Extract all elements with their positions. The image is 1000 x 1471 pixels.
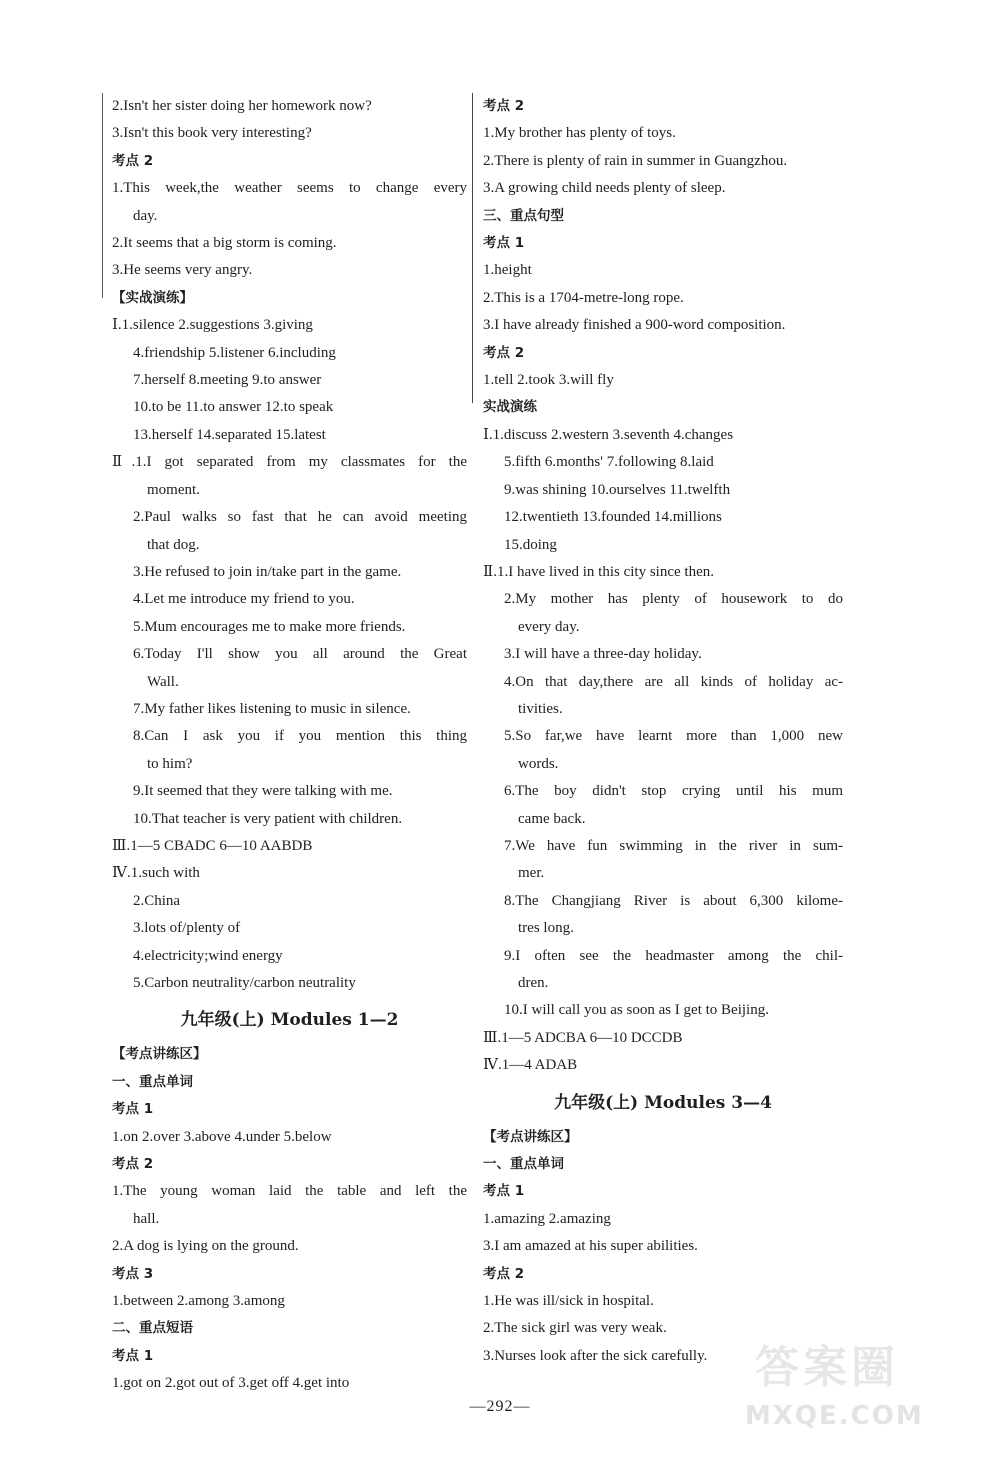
answer-line: 1.got on 2.got out of 3.get off 4.get into	[112, 1375, 350, 1392]
answer-line: 1.height	[483, 262, 532, 279]
answer-line: 10.to be 11.to answer 12.to speak	[133, 399, 334, 416]
answer-line: Ⅰ.1.silence 2.suggestions 3.giving	[112, 317, 313, 334]
answer-line: 1.The young woman laid the table and left the	[112, 1183, 467, 1200]
answer-line: 9.was shining 10.ourselves 11.twelfth	[504, 481, 731, 498]
answer-line: that dog.	[147, 536, 200, 553]
answer-line: 5.fifth 6.months' 7.following 8.laid	[504, 454, 714, 471]
answer-line: 2.There is plenty of rain in summer in Guangzhou.	[483, 152, 788, 169]
answer-line: 3.He seems very angry.	[112, 262, 253, 279]
answer-line: moment.	[147, 481, 200, 498]
answer-line: 2.China	[133, 892, 181, 909]
answer-line: 5.Mum encourages me to make more friends.	[133, 618, 406, 635]
answer-line: tivities.	[518, 700, 563, 717]
section-heading: 考点 2	[112, 152, 154, 169]
section-heading: 考点 1	[483, 235, 525, 252]
answer-line: 3.I have already finished a 900-word composition.	[483, 317, 786, 334]
section-title: 九年级(上) Modules 3—4	[554, 1092, 772, 1113]
answer-line: 9.It seemed that they were talking with me.	[133, 783, 393, 800]
answer-line: 8.Can I ask you if you mention this thing	[133, 728, 467, 745]
answer-line: Ⅱ.1.I got separated from my classmates for the	[112, 454, 467, 471]
section-heading: 考点 1	[112, 1347, 154, 1364]
section-heading: 考点 1	[483, 1183, 525, 1200]
answer-line: Ⅳ.1.such with	[112, 865, 200, 882]
page-number: —292—	[469, 1398, 531, 1415]
answer-line: every day.	[518, 618, 580, 635]
left-margin-rule	[102, 93, 103, 298]
answer-line: 1.My brother has plenty of toys.	[483, 125, 676, 142]
answer-line: 3.I am amazed at his super abilities.	[483, 1238, 698, 1255]
answer-line: 2.A dog is lying on the ground.	[112, 1238, 299, 1255]
answer-line: 15.doing	[504, 536, 557, 553]
section-heading: 考点 1	[112, 1101, 154, 1118]
answer-line: 5.Carbon neutrality/carbon neutrality	[133, 975, 356, 991]
section-heading: 一、重点单词	[483, 1156, 564, 1173]
section-title: 九年级(上) Modules 1—2	[180, 1010, 399, 1031]
answer-line: 2.My mother has plenty of housework to do	[504, 591, 843, 608]
left-column	[112, 93, 467, 1398]
answer-line: 1.tell 2.took 3.will fly	[483, 372, 614, 389]
section-heading: 考点 3	[112, 1265, 154, 1282]
answer-line: 2.It seems that a big storm is coming.	[112, 235, 337, 252]
answer-line: tres long.	[518, 920, 574, 937]
watermark-top-text: 答案圈	[755, 1342, 899, 1393]
section-heading: 【考点讲练区】	[112, 1046, 207, 1063]
answer-line: 3.A growing child needs plenty of sleep.	[483, 180, 726, 197]
answer-line: 3.I will have a three-day holiday.	[504, 646, 702, 663]
answer-line: 9.I often see the headmaster among the chil-	[504, 947, 843, 964]
answer-line: 6.Today I'll show you all around the Great	[133, 646, 467, 663]
answer-line: 2.Paul walks so fast that he can avoid meeting	[133, 509, 467, 526]
answer-line: 10.I will call you as soon as I get to Beijing.	[504, 1002, 769, 1019]
section-heading: 考点 2	[112, 1156, 154, 1173]
answer-line: hall.	[133, 1210, 160, 1227]
answer-line: Ⅰ.1.discuss 2.western 3.seventh 4.changes	[483, 426, 734, 443]
answer-line: 3.Isn't this book very interesting?	[112, 125, 312, 142]
section-heading: 三、重点句型	[483, 207, 564, 224]
answer-line: 13.herself 14.separated 15.latest	[133, 426, 326, 443]
answer-line: 2.The sick girl was very weak.	[483, 1320, 667, 1337]
answer-line: Ⅲ.1—5 ADCBA 6—10 DCCDB	[483, 1029, 683, 1046]
answer-line: came back.	[518, 810, 586, 827]
answer-line: 4.On that day,there are all kinds of holiday ac-	[504, 673, 843, 690]
answer-line: mer.	[518, 865, 545, 882]
answer-line: 1.This week,the weather seems to change every	[112, 180, 467, 197]
section-heading: 考点 2	[483, 344, 525, 361]
column-divider	[472, 93, 473, 403]
answer-line: 8.The Changjiang River is about 6,300 kilome-	[504, 892, 843, 909]
answer-line: Wall.	[147, 673, 179, 690]
section-heading: 【实战演练】	[112, 289, 193, 306]
answer-line: 3.lots of/plenty of	[133, 920, 241, 937]
answer-line: 3.He refused to join in/take part in the game.	[133, 563, 402, 580]
answer-line: 1.on 2.over 3.above 4.under 5.below	[112, 1128, 332, 1145]
answer-line: words.	[518, 755, 559, 772]
answer-line: Ⅲ.1—5 CBADC 6—10 AABDB	[112, 837, 313, 854]
watermark-url: MXQE.COM	[745, 1401, 924, 1431]
answer-line: 3.Nurses look after the sick carefully.	[483, 1347, 708, 1364]
answer-line: 5.So far,we have learnt more than 1,000 new	[504, 728, 843, 745]
answer-line: 12.twentieth 13.founded 14.millions	[504, 509, 722, 526]
answer-line: 4.friendship 5.listener 6.including	[133, 344, 336, 361]
answer-line: 1.between 2.among 3.among	[112, 1293, 285, 1310]
answer-line: 4.Let me introduce my friend to you.	[133, 591, 355, 608]
answer-line: 4.electricity;wind energy	[133, 947, 283, 964]
answer-line: 6.The boy didn't stop crying until his mum	[504, 783, 843, 800]
answer-line: 7.herself 8.meeting 9.to answer	[133, 372, 322, 389]
section-heading: 二、重点短语	[112, 1320, 193, 1337]
section-heading: 考点 2	[483, 98, 525, 114]
answer-line: 2.Isn't her sister doing her homework now?	[112, 98, 372, 114]
answer-line: 1.amazing 2.amazing	[483, 1210, 611, 1227]
answer-line: Ⅱ.1.I have lived in this city since then.	[483, 563, 714, 580]
answer-line: Ⅳ.1—4 ADAB	[483, 1057, 578, 1074]
right-column	[483, 93, 843, 1370]
section-heading: 考点 2	[483, 1265, 525, 1282]
section-heading: 一、重点单词	[112, 1073, 193, 1090]
answer-line: day.	[133, 207, 158, 224]
answer-line: 7.My father likes listening to music in silence.	[133, 700, 411, 717]
answer-line: 1.He was ill/sick in hospital.	[483, 1293, 654, 1310]
answer-line: dren.	[518, 975, 549, 991]
answer-line: 7.We have fun swimming in the river in sum-	[504, 837, 843, 854]
answer-line: 10.That teacher is very patient with children.	[133, 810, 403, 827]
answer-line: 2.This is a 1704-metre-long rope.	[483, 289, 684, 306]
watermark-logo	[745, 1331, 970, 1451]
answer-line: to him?	[147, 755, 193, 772]
section-heading: 实战演练	[483, 399, 537, 416]
section-heading: 【考点讲练区】	[483, 1128, 578, 1145]
